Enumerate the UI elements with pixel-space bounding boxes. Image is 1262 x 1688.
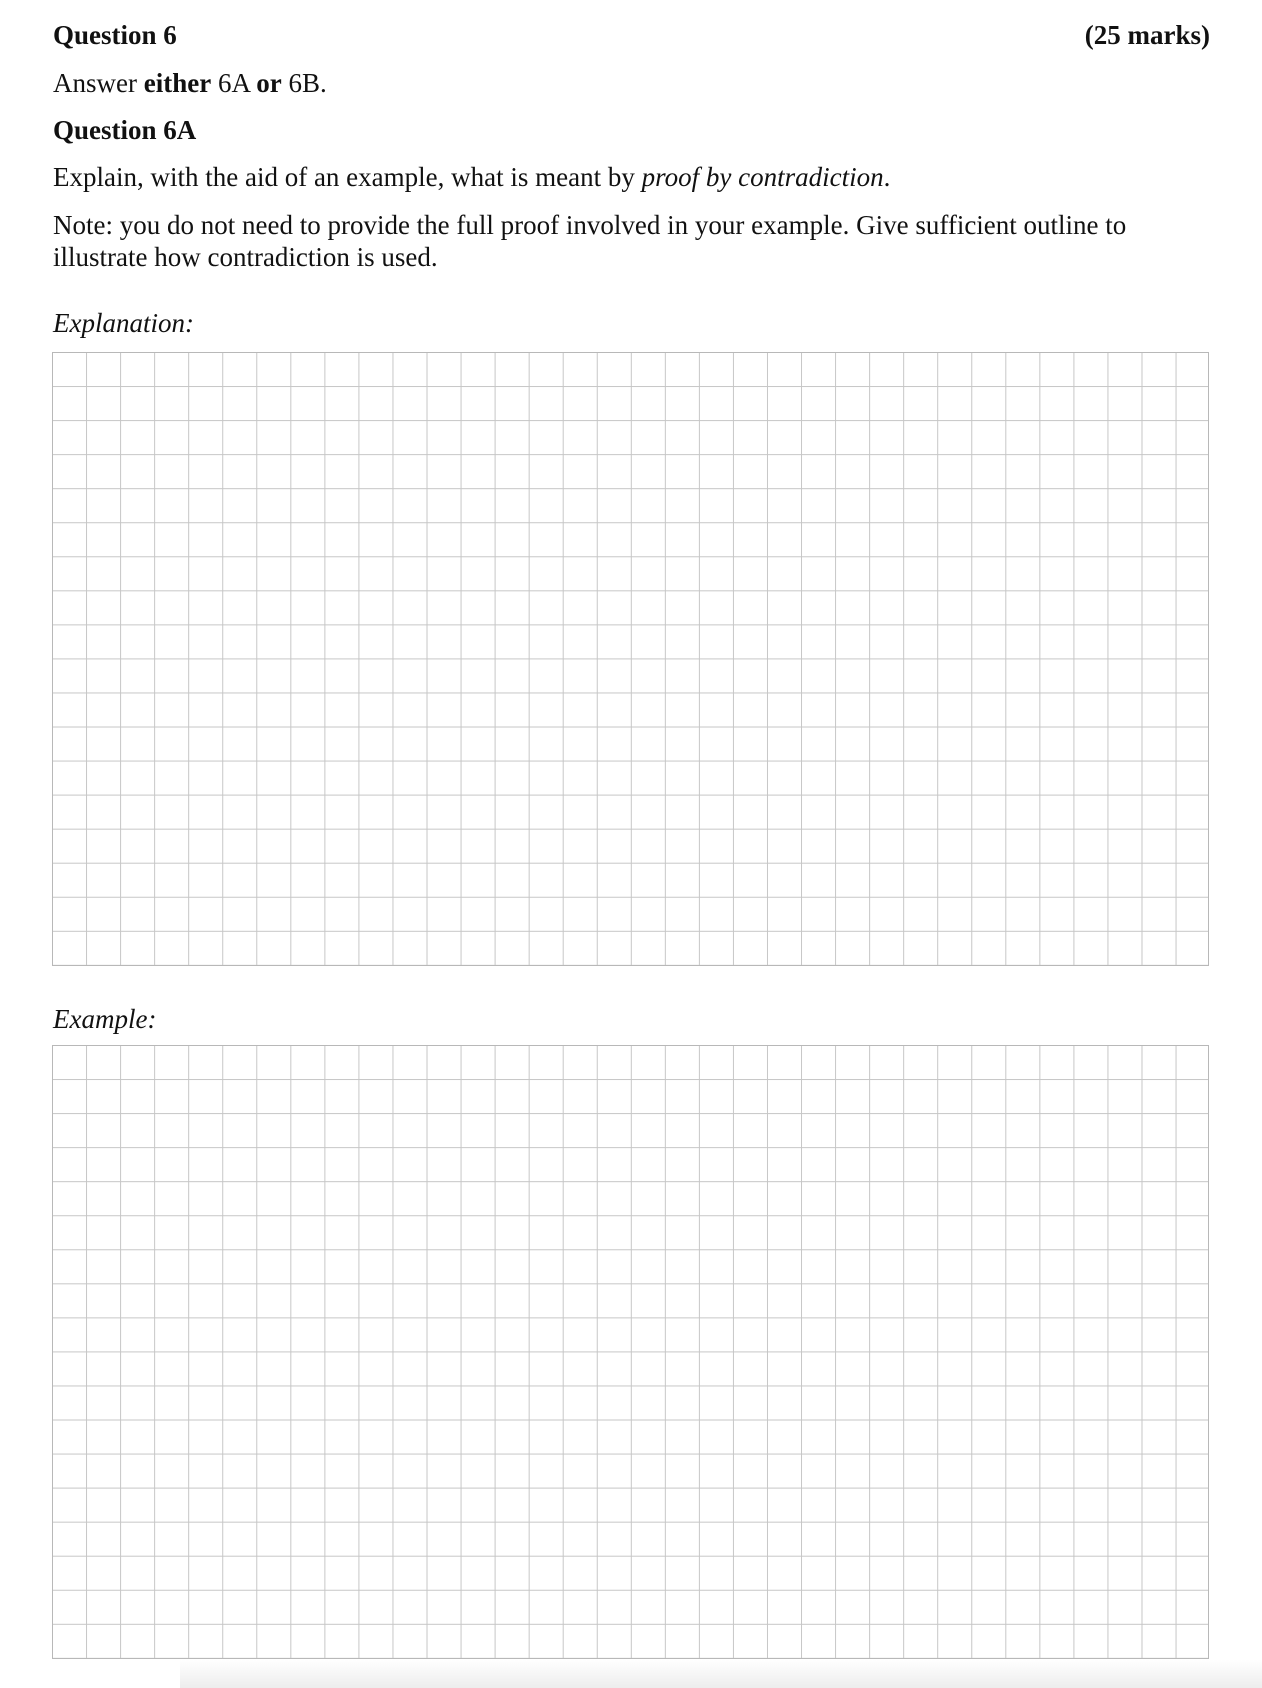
answer-or: or — [256, 68, 282, 98]
question-6a-title: Question 6A — [53, 115, 197, 145]
question-title: Question 6 — [53, 20, 177, 50]
answer-prefix: Answer — [53, 68, 144, 98]
answer-6a: 6A — [211, 68, 257, 98]
question-header — [53, 17, 1210, 53]
answer-either: either — [143, 68, 212, 98]
question-6a-prompt — [53, 160, 890, 194]
explanation-answer-grid[interactable] — [52, 352, 1209, 966]
explanation-label: Explanation: — [53, 308, 194, 338]
prompt-term: proof by contradiction — [641, 162, 884, 192]
marks-label: (25 marks) — [1084, 20, 1210, 50]
prompt-text: Explain, with the aid of an example, what is meant by — [53, 162, 642, 192]
example-answer-grid[interactable] — [52, 1045, 1209, 1659]
page-shadow — [180, 1660, 1262, 1688]
question-6a-note: Note: you do not need to provide the full proof involved in your example. Give sufficient outline to illustrate how contradiction is used. — [53, 210, 1127, 272]
answer-6b: 6B. — [281, 68, 327, 98]
answer-instruction — [53, 66, 327, 100]
prompt-end: . — [883, 162, 891, 192]
example-label: Example: — [53, 1004, 157, 1034]
